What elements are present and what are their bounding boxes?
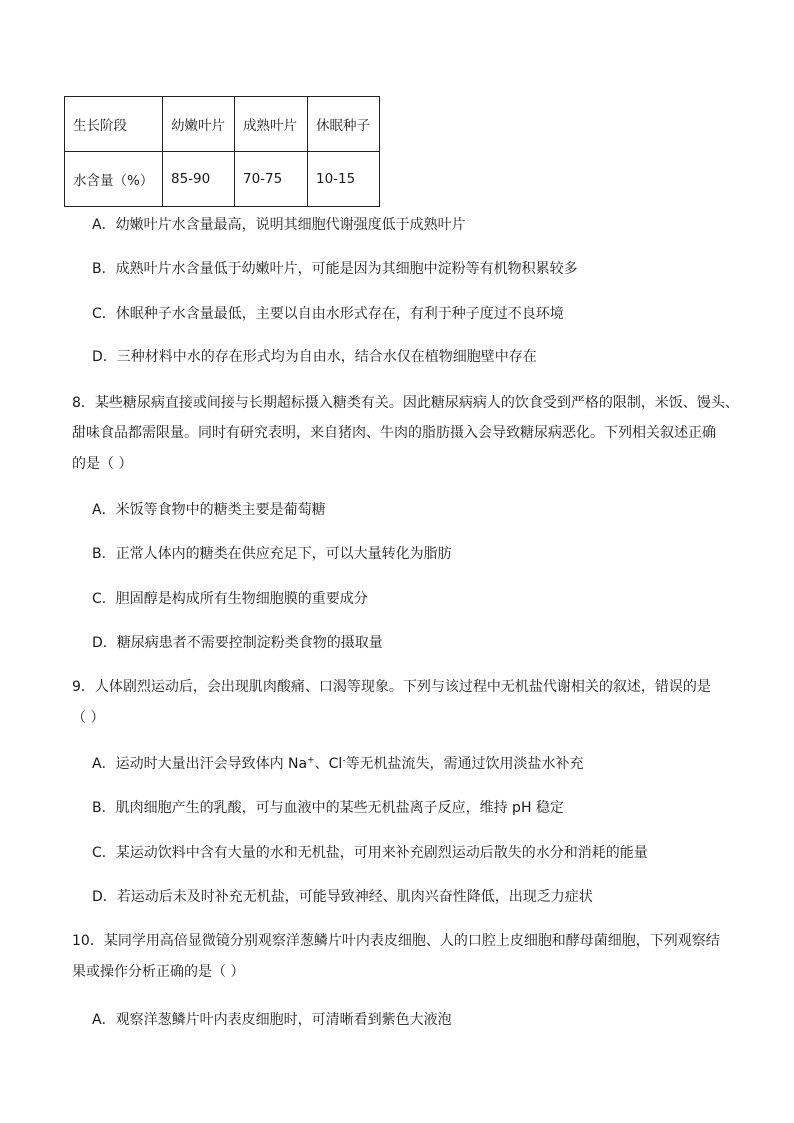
q8-option-c: C．胆固醇是构成所有生物细胞膜的重要成分 (92, 591, 368, 607)
q7-option-a: A．幼嫩叶片水含量最高，说明其细胞代谢强度低于成熟叶片 (92, 217, 466, 233)
q8-stem-line-2: 甜味食品都需限量。同时有研究表明，来自猪肉、牛肉的脂肪摄入会导致糖尿病恶化。下列相关叙述正确 (72, 425, 716, 441)
water-content-table (64, 96, 380, 207)
table-row (65, 152, 380, 207)
table-row (65, 97, 380, 152)
q10-stem-line-1: 10．某同学用高倍显微镜分别观察洋葱鳞片叶内表皮细胞、人的口腔上皮细胞和酵母菌细胞，下列观察结 (72, 933, 720, 949)
q8-option-a: A．米饭等食物中的糖类主要是葡萄糖 (92, 502, 326, 518)
table-cell: 70-75 (235, 152, 308, 207)
q9-option-d: D．若运动后未及时补充无机盐，可能导致神经、肌肉兴奋性降低，出现乏力症状 (92, 889, 593, 905)
q9-stem-line-1: 9．人体剧烈运动后，会出现肌肉酸痛、口渴等现象。下列与该过程中无机盐代谢相关的叙述，错误的是 (72, 679, 711, 695)
q8-stem-line-1: 8．某些糖尿病直接或间接与长期超标摄入糖类有关。因此糖尿病病人的饮食受到严格的限制，米饭、馒头、 (72, 395, 739, 411)
superscript: + (307, 755, 315, 766)
table-cell: 生长阶段 (65, 97, 163, 152)
q9-option-a-text: 、Cl (314, 756, 343, 772)
q9-option-a-text: A．运动时大量出汗会导致体内 Na (92, 756, 308, 772)
q9-option-c: C．某运动饮料中含有大量的水和无机盐，可用来补充剧烈运动后散失的水分和消耗的能量 (92, 845, 648, 861)
q10-option-a: A．观察洋葱鳞片叶内表皮细胞时，可清晰看到紫色大液泡 (92, 1012, 452, 1028)
q7-option-c: C．休眠种子水含量最低，主要以自由水形式存在，有利于种子度过不良环境 (92, 306, 564, 322)
q9-option-b: B．肌肉细胞产生的乳酸，可与血液中的某些无机盐离子反应，维持 pH 稳定 (92, 800, 564, 816)
q9-option-a (92, 754, 584, 774)
table-cell: 幼嫩叶片 (163, 97, 235, 152)
table-cell: 10-15 (308, 152, 380, 207)
q8-stem-line-3: 的是（ ） (72, 456, 133, 472)
q7-option-d: D．三种材料中水的存在形式均为自由水，结合水仅在植物细胞壁中存在 (92, 349, 537, 365)
table-cell: 85-90 (163, 152, 235, 207)
table-cell: 成熟叶片 (235, 97, 308, 152)
q8-option-b: B．正常人体内的糖类在供应充足下，可以大量转化为脂肪 (92, 546, 452, 562)
table-cell: 休眠种子 (308, 97, 380, 152)
q9-stem-line-2: （ ） (72, 710, 105, 726)
superscript: - (342, 755, 346, 766)
q7-option-b: B．成熟叶片水含量低于幼嫩叶片，可能是因为其细胞中淀粉等有机物积累较多 (92, 261, 578, 277)
table-cell: 水含量（%） (65, 152, 163, 207)
q10-stem-line-2: 果或操作分析正确的是（ ） (72, 964, 245, 980)
q9-option-a-text: 等无机盐流失，需通过饮用淡盐水补充 (345, 756, 584, 772)
q8-option-d: D．糖尿病患者不需要控制淀粉类食物的摄取量 (92, 635, 383, 651)
